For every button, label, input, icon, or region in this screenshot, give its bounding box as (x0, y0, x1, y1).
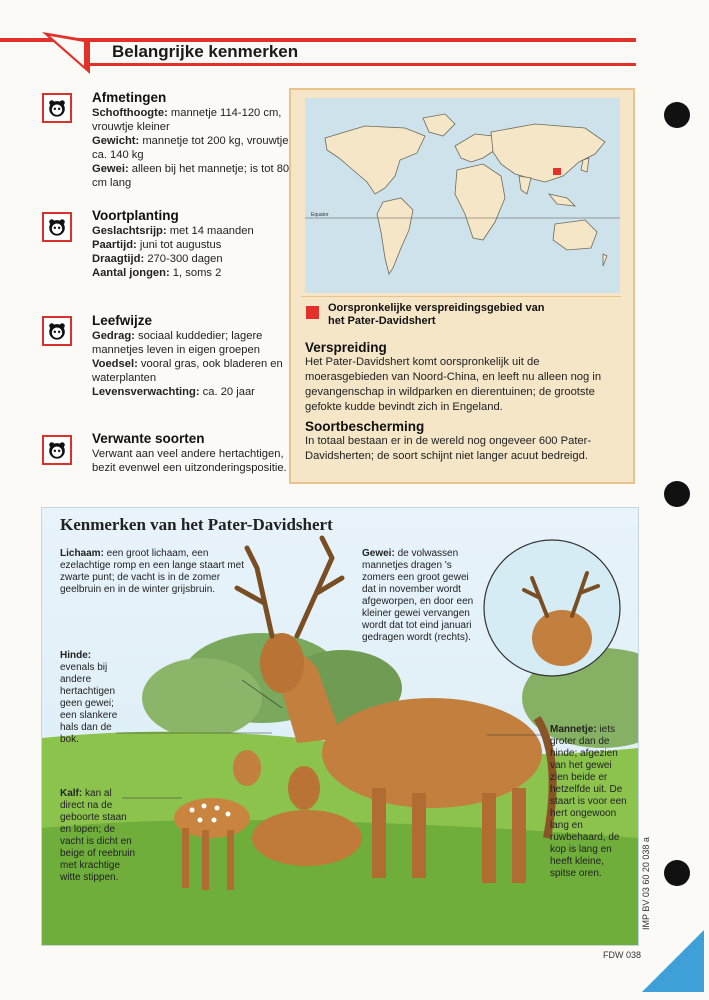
label-term: Hinde: (60, 650, 92, 661)
divider (301, 296, 621, 297)
value: 1, soms 2 (169, 267, 222, 279)
section-title-afmetingen: Afmetingen (92, 90, 167, 105)
binder-hole (664, 481, 690, 507)
label: Gewei: (92, 163, 129, 175)
section-title-voortplanting: Voortplanting (92, 208, 179, 223)
world-map-graphic (305, 98, 620, 293)
legend-swatch (306, 306, 319, 319)
page-title: Belangrijke kenmerken (112, 42, 299, 61)
verspreiding-text: Het Pater-Davidshert komt oorspronkelijk uit de moerasgebieden van Noord-China, en leeft nu alleen nog in gevangenschap in wildparken en dierentuinen; de grootste gefokte kudde bevindt zich in Engeland. (305, 356, 602, 413)
header-rule-bottom (88, 63, 636, 66)
section-text-leefwijze (92, 329, 292, 399)
label: Voedsel: (92, 358, 138, 370)
value: juni tot augustus (136, 239, 222, 251)
value: sociaal kuddedier; lagere mannetjes leven in eigen groepen (92, 330, 263, 356)
label: Paartijd: (92, 239, 137, 251)
label: Aantal jongen: (92, 267, 170, 279)
label: Schofthoogte: (92, 107, 168, 119)
label-term: Mannetje: (550, 724, 597, 735)
panda-icon (42, 93, 72, 123)
label-term: Lichaam: (60, 548, 104, 559)
label: Draagtijd: (92, 253, 145, 265)
label-desc: de volwassen mannetjes dragen 's zomers een groot gewei dat in november wordt afgeworpen, en door een kleiner gewei vervangen wordt dat tot eind januari gedragen wordt (rechts). (362, 548, 474, 643)
footer-vertical-code: IMP BV 03 60 20 038 a (641, 837, 651, 930)
footer-code: FDW 038 (603, 950, 642, 960)
illustration-title: Kenmerken van het Pater-Davidshert (60, 515, 333, 534)
label-mannetje (550, 724, 630, 880)
section-title-verwante-soorten: Verwante soorten (92, 431, 205, 446)
map-legend-text: Oorspronkelijke verspreidingsgebied van het Pater-Davidshert (328, 302, 545, 327)
corner-tab (642, 930, 704, 992)
label: Levensverwachting: (92, 386, 200, 398)
distribution-highlight (553, 168, 561, 175)
section-text-afmetingen (92, 106, 292, 190)
label: Geslachtsrijp: (92, 225, 167, 237)
section-title-leefwijze: Leefwijze (92, 313, 153, 328)
panda-icon (42, 212, 72, 242)
header-triangle-icon (40, 30, 92, 76)
value: mannetje tot 200 kg, vrouwtje ca. 140 kg (92, 135, 289, 161)
panda-icon (42, 316, 72, 346)
label-term: Gewei: (362, 548, 395, 559)
label-desc: evenals bij andere hertachtigen geen gewei; een slankere hals dan de bok. (60, 662, 118, 745)
section-text-voortplanting (92, 224, 292, 280)
label-gewei (362, 548, 482, 644)
label-desc: kan al direct na de geboorte staan en lopen; de vacht is dicht en beige of reebruin met krachtige witte stippen. (60, 788, 136, 883)
section-text-verwante-soorten: Verwant aan veel andere hertachtigen, bezit evenwel een uitzonderingspositie. (92, 448, 287, 474)
label-desc: iets groter dan de hinde; afgezien van het gewei zien beide er hetzelfde uit. De staart is voor een hert ongewoon lang en ruwbehaard, de kop is lang en heeft kleine, spitse oren. (550, 724, 627, 879)
binder-hole (664, 860, 690, 886)
label: Gewicht: (92, 135, 140, 147)
panda-icon (42, 435, 72, 465)
equator-label: Equator (311, 212, 329, 218)
label-hinde (60, 650, 122, 746)
label-lichaam (60, 548, 260, 596)
label-kalf (60, 788, 136, 884)
binder-hole (664, 102, 690, 128)
soortbescherming-text: In totaal bestaan er in de wereld nog ongeveer 600 Pater-Davidsherten; de soort schijnt niet langer acuut bedreigd. (305, 435, 592, 462)
value: 270-300 dagen (144, 253, 223, 265)
value: alleen bij het mannetje; is tot 80 cm lang (92, 163, 290, 189)
label-desc: een groot lichaam, een ezelachtige romp en een lange staart met zwarte punt; de vacht is in de zomer geelbruin en in de winter grijsbruin. (60, 548, 244, 595)
value: vooral gras, ook bladeren en waterplanten (92, 358, 283, 384)
value: mannetje 114-120 cm, vrouwtje kleiner (92, 107, 282, 133)
label-term: Kalf: (60, 788, 83, 799)
value: ca. 20 jaar (199, 386, 255, 398)
header-rule-top (0, 38, 636, 42)
value: met 14 maanden (166, 225, 254, 237)
verspreiding-title: Verspreiding (305, 340, 387, 355)
soortbescherming-title: Soortbescherming (305, 419, 425, 434)
world-map (305, 98, 620, 293)
label: Gedrag: (92, 330, 135, 342)
